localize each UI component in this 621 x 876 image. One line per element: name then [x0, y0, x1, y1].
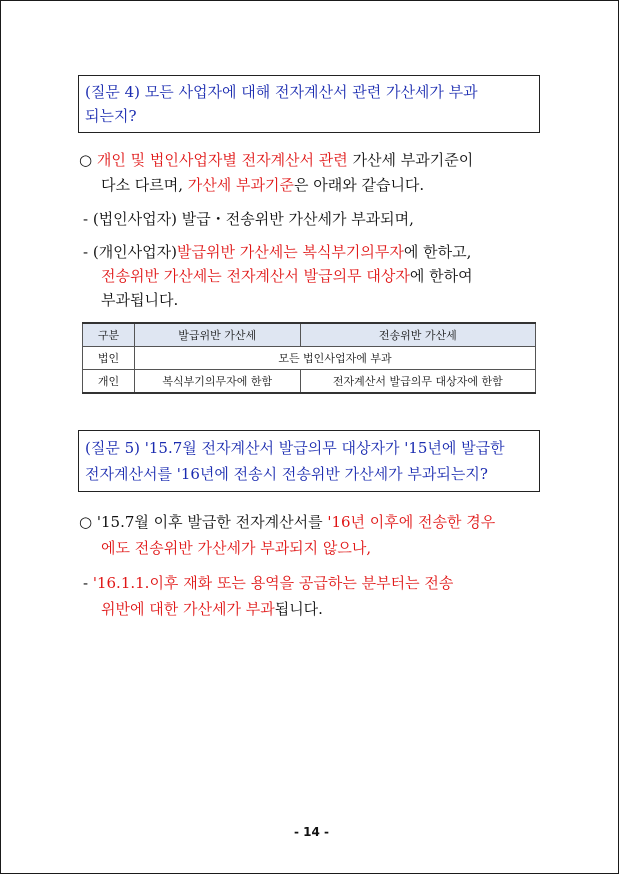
- question-5-line-1: (질문 5) '15.7월 전자계산서 발급의무 대상자가 '15년에 발급한: [85, 439, 505, 457]
- table-cell: 복식부기의무자에 한함: [134, 370, 300, 394]
- answer-5-p2-red-1: '16.1.1.이후 재화 또는 용역을 공급하는 분부터는 전송: [92, 574, 454, 592]
- table-cell: 모든 법인사업자에 부과: [134, 347, 535, 370]
- table-header: 발급위반 가산세: [134, 323, 300, 347]
- answer-4-paragraph-3-line-3: 부과됩니다.: [101, 291, 179, 309]
- answer-4-p3-lead: - (개인사업자): [83, 243, 177, 261]
- question-4-line-2: 되는지?: [85, 107, 137, 125]
- answer-5-text-1: '15.7월 이후 발급한 전자계산서를: [92, 513, 328, 531]
- answer-4-text-3: 은 아래와 같습니다.: [293, 176, 425, 194]
- table-row: [83, 370, 536, 394]
- answer-5-red-2: 에도 전송위반 가산세가 부과되지 않으나,: [101, 539, 372, 557]
- table-cell: 개인: [83, 370, 135, 394]
- answer-5-paragraph-1-line-1: [79, 510, 495, 534]
- table-row: [83, 347, 536, 370]
- penalty-table: [82, 322, 536, 394]
- question-5-box: [78, 430, 540, 492]
- answer-4-paragraph-3-line-2: [101, 264, 473, 288]
- answer-4-text-1: 가산세 부과기준이: [347, 151, 474, 169]
- page-number: - 14 -: [293, 825, 329, 839]
- answer-4-paragraph-3-line-1: [83, 240, 471, 264]
- answer-4-red-text-1: 개인 및 법인사업자별 전자계산서 관련: [96, 151, 348, 169]
- question-4-line-1: (질문 4) 모든 사업자에 대해 전자계산서 관련 가산세가 부과: [85, 83, 478, 101]
- circle-bullet: ○: [79, 513, 93, 531]
- table-header: 전송위반 가산세: [300, 323, 535, 347]
- answer-5-paragraph-2-line-1: [83, 571, 453, 595]
- answer-4-text-2: 다소 다르며,: [101, 176, 188, 194]
- circle-bullet: ○: [79, 151, 93, 169]
- answer-4-p3-text-1: 에 한하고,: [403, 243, 472, 261]
- answer-4-p3-red-1: 발급위반 가산세는 복식부기의무자: [177, 243, 404, 261]
- table-header-row: [83, 323, 536, 347]
- answer-5-paragraph-2-line-2: [101, 597, 323, 621]
- question-5-line-2: 전자계산서를 '16년에 전송시 전송위반 가산세가 부과되는지?: [85, 465, 488, 483]
- answer-4-p3-text-2: 에 한하여: [409, 267, 473, 285]
- answer-5-p2-text-1: 됩니다.: [274, 600, 323, 618]
- table-cell: 전자계산서 발급의무 대상자에 한함: [300, 370, 535, 394]
- answer-4-red-text-2: 가산세 부과기준: [187, 176, 294, 194]
- answer-4-p3-red-2: 전송위반 가산세는 전자계산서 발급의무 대상자: [101, 267, 410, 285]
- answer-4-paragraph-1-line-2: [101, 173, 424, 197]
- answer-5-p2-lead: -: [83, 574, 93, 592]
- answer-4-paragraph-2: - (법인사업자) 발급・전송위반 가산세가 부과되며,: [83, 210, 414, 228]
- table-header: 구분: [83, 323, 135, 347]
- answer-5-p2-red-2: 위반에 대한 가산세가 부과: [101, 600, 275, 618]
- answer-4-paragraph-1-line-1: [79, 148, 473, 172]
- answer-5-paragraph-1-line-2: [101, 536, 371, 560]
- table-cell: 법인: [83, 347, 135, 370]
- answer-5-red-1: '16년 이후에 전송한 경우: [327, 513, 496, 531]
- question-4-box: [78, 75, 540, 133]
